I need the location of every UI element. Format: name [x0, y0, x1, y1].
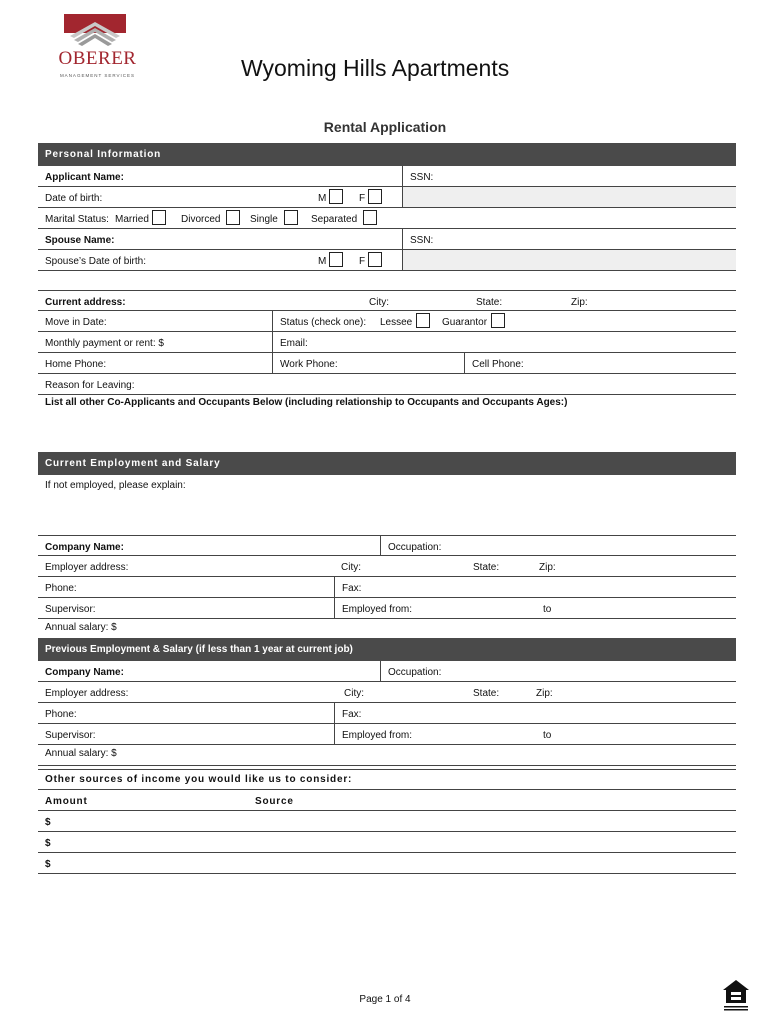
prev-employer-address-field[interactable]: Employer address: [45, 688, 129, 699]
prev-phone-row [38, 703, 736, 724]
supervisor-row [38, 598, 736, 619]
ssn-field[interactable]: SSN: [402, 166, 736, 186]
applicant-name-field[interactable]: Applicant Name: [45, 172, 124, 183]
prev-zip-label: Zip: [536, 688, 553, 699]
company-row [38, 535, 736, 556]
spouse-male-label: M [318, 256, 327, 267]
state-label: State: [476, 297, 503, 308]
employer-zip-label: Zip: [539, 562, 556, 573]
married-checkbox[interactable] [152, 210, 166, 225]
cell-phone-field[interactable]: Cell Phone: [464, 353, 736, 373]
income-row [38, 832, 736, 853]
status-label: Status (check one): [280, 317, 367, 328]
email-field[interactable]: Email: [272, 332, 736, 352]
separated-checkbox[interactable] [363, 210, 377, 225]
spouse-dob-field[interactable]: Spouse’s Date of birth: [45, 256, 146, 267]
employer-fax-field[interactable]: Fax: [334, 577, 736, 597]
single-checkbox[interactable] [284, 210, 298, 225]
shaded-cell [402, 187, 736, 207]
spouse-name-field[interactable]: Spouse Name: [45, 235, 115, 246]
married-label: Married [115, 214, 149, 225]
spouse-dob-row [38, 250, 736, 271]
spouse-row [38, 229, 736, 250]
employer-city-label: City: [341, 562, 361, 573]
income-header-row [38, 790, 736, 811]
employer-address-row [38, 556, 736, 577]
source-column-label: Source [255, 796, 294, 807]
divorced-label: Divorced [181, 214, 221, 225]
roof-logo-icon [64, 14, 126, 46]
document-title: Wyoming Hills Apartments [241, 55, 510, 81]
income-amount-field[interactable]: $ [45, 838, 51, 849]
divorced-checkbox[interactable] [226, 210, 240, 225]
prev-fax-field[interactable]: Fax: [334, 703, 736, 723]
dob-row [38, 187, 736, 208]
marital-label: Marital Status: [45, 214, 109, 225]
prev-phone-field[interactable]: Phone: [45, 709, 77, 720]
coapplicants-label: List all other Co-Applicants and Occupants Below (including relationship to Occupants and Occupants Ages:) [45, 397, 568, 408]
move-in-row [38, 311, 736, 332]
female-checkbox[interactable] [368, 189, 382, 204]
phone-row [38, 353, 736, 374]
prev-annual-salary-field[interactable]: Annual salary: $ [45, 748, 117, 759]
prev-occupation-field[interactable]: Occupation: [380, 661, 736, 681]
spouse-ssn-field[interactable]: SSN: [402, 229, 736, 249]
employer-state-label: State: [473, 562, 500, 573]
prev-supervisor-row [38, 724, 736, 745]
prev-supervisor-field[interactable]: Supervisor: [45, 730, 96, 741]
reason-row [38, 374, 736, 395]
prev-city-label: City: [344, 688, 364, 699]
prev-state-label: State: [473, 688, 500, 699]
employer-phone-row [38, 577, 736, 598]
monthly-row [38, 332, 736, 353]
annual-salary-field[interactable]: Annual salary: $ [45, 622, 117, 633]
logo-name: OBERER [58, 48, 137, 69]
employed-to-label: to [543, 604, 552, 615]
zip-label: Zip: [571, 297, 588, 308]
occupation-field[interactable]: Occupation: [380, 536, 736, 555]
prev-employed-to-label: to [543, 730, 552, 741]
lessee-checkbox[interactable] [416, 313, 430, 328]
spouse-female-label: F [359, 256, 366, 267]
prev-company-row [38, 661, 736, 682]
prev-company-name-field[interactable]: Company Name: [45, 667, 124, 678]
prev-employer-address-row [38, 682, 736, 703]
supervisor-field[interactable]: Supervisor: [45, 604, 96, 615]
employer-phone-field[interactable]: Phone: [45, 583, 77, 594]
divider [38, 765, 736, 766]
applicant-row [38, 166, 736, 187]
marital-row [38, 208, 736, 229]
city-label: City: [369, 297, 389, 308]
current-address-field[interactable]: Current address: [45, 297, 126, 308]
male-label: M [318, 193, 327, 204]
employed-from-field[interactable]: Employed from: [334, 598, 736, 618]
dob-field[interactable]: Date of birth: [45, 193, 103, 204]
work-phone-field[interactable]: Work Phone: [272, 353, 464, 373]
amount-column-label: Amount [45, 796, 88, 807]
form-title: Rental Application [323, 119, 447, 135]
other-income-heading: Other sources of income you would like us to consider: [38, 769, 736, 790]
employer-address-field[interactable]: Employer address: [45, 562, 129, 573]
separated-label: Separated [311, 214, 358, 225]
logo-subtitle: MANAGEMENT SERVICES [59, 73, 136, 78]
income-amount-field[interactable]: $ [45, 817, 51, 828]
reason-for-leaving-field[interactable]: Reason for Leaving: [45, 380, 135, 391]
monthly-payment-field[interactable]: Monthly payment or rent: $ [45, 338, 164, 349]
move-in-date-field[interactable]: Move in Date: [45, 317, 107, 328]
home-phone-field[interactable]: Home Phone: [45, 359, 107, 370]
prev-employed-from-field[interactable]: Employed from: [334, 724, 736, 744]
not-employed-label: If not employed, please explain: [45, 480, 186, 491]
previous-employment-heading: Previous Employment & Salary (if less than 1 year at current job) [38, 638, 736, 661]
page-number: Page 1 of 4 [359, 994, 411, 1005]
personal-info-heading: Personal Information [38, 143, 736, 166]
company-name-field[interactable]: Company Name: [45, 542, 124, 553]
address-row [38, 290, 736, 311]
income-row [38, 811, 736, 832]
company-logo [50, 12, 145, 84]
spouse-female-checkbox[interactable] [368, 252, 382, 267]
shaded-cell [402, 250, 736, 270]
single-label: Single [250, 214, 278, 225]
spouse-male-checkbox[interactable] [329, 252, 343, 267]
lessee-label: Lessee [380, 317, 413, 328]
guarantor-label: Guarantor [442, 317, 488, 328]
female-label: F [359, 193, 366, 204]
income-amount-field[interactable]: $ [45, 859, 51, 870]
equal-housing-icon [722, 979, 750, 1011]
guarantor-checkbox[interactable] [491, 313, 505, 328]
employment-heading: Current Employment and Salary [38, 452, 736, 475]
male-checkbox[interactable] [329, 189, 343, 204]
income-row [38, 853, 736, 874]
